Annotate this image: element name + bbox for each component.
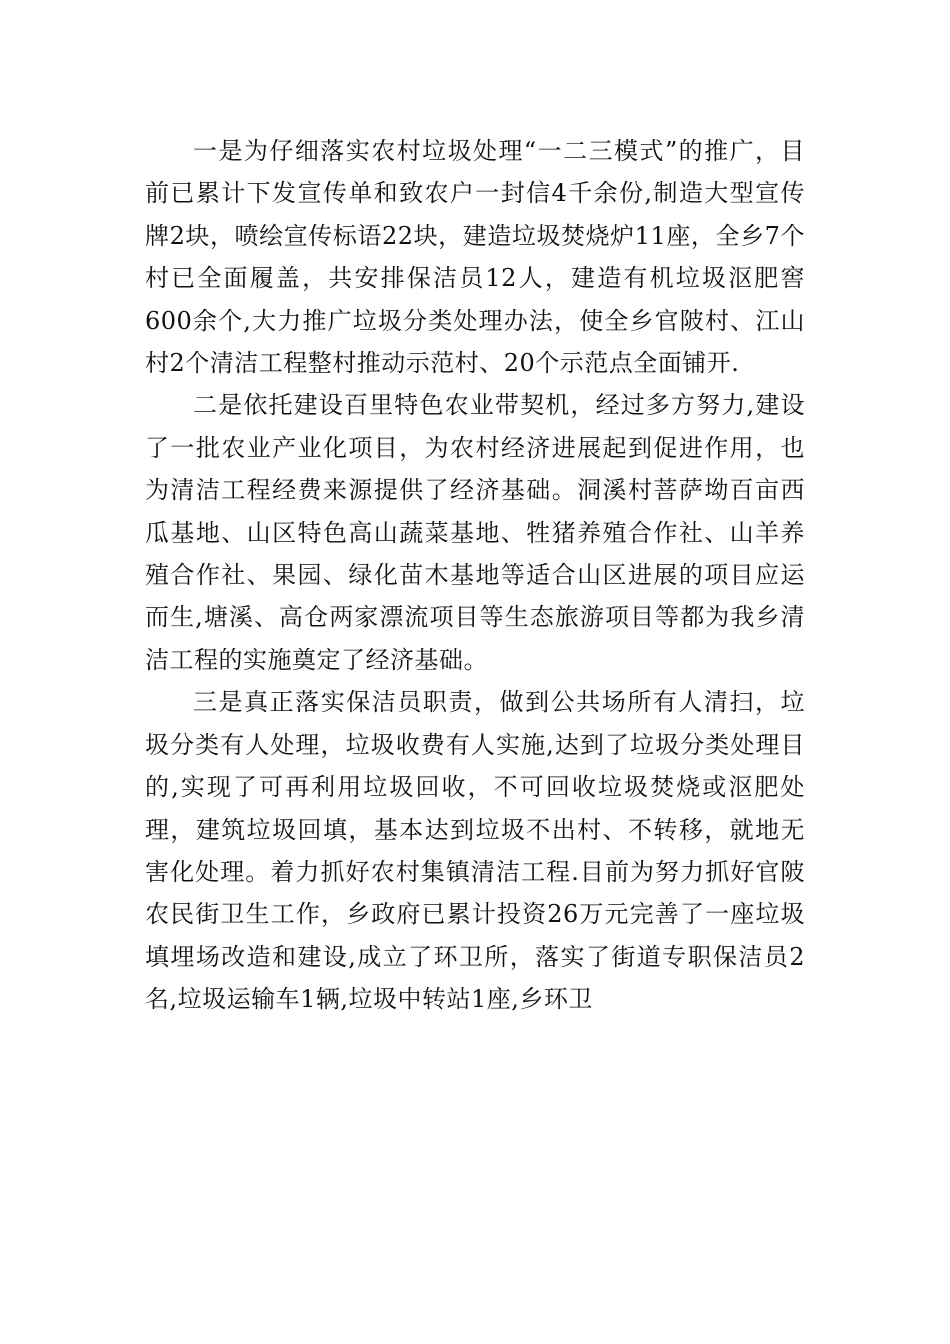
document-body xyxy=(145,130,805,1021)
paragraph-3: 三是真正落实保洁员职责，做到公共场所有人清扫，垃圾分类有人处理，垃圾收费有人实施,达到了垃圾分类处理目的,实现了可再利用垃圾回收，不可回收垃圾焚烧或沤肥处理，建筑垃圾回填，基本达到垃圾不出村、不转移，就地无害化处理。着力抓好农村集镇清洁工程.目前为努力抓好官陂农民街卫生工作，乡政府已累计投资26万元完善了一座垃圾填埋场改造和建设,成立了环卫所，落实了街道专职保洁员2名,垃圾运输车1辆,垃圾中转站1座,乡环卫 xyxy=(145,688,805,1014)
paragraph-2: 二是依托建设百里特色农业带契机，经过多方努力,建设了一批农业产业化项目，为农村经济进展起到促进作用，也为清洁工程经费来源提供了经济基础。洞溪村菩萨坳百亩西瓜基地、山区特色高山蔬菜基地、牲猪养殖合作社、山羊养殖合作社、果园、绿化苗木基地等适合山区进展的项目应运而生,塘溪、高仓两家漂流项目等生态旅游项目等都为我乡清洁工程的实施奠定了经济基础。 xyxy=(145,391,805,674)
paragraph-1: 一是为仔细落实农村垃圾处理“一二三模式”的推广，目前已累计下发宣传单和致农户一封信4千余份,制造大型宣传牌2块，喷绘宣传标语22块，建造垃圾焚烧炉11座，全乡7个村已全面履盖，共安排保洁员12人，建造有机垃圾沤肥窖600余个,大力推广垃圾分类处理办法，使全乡官陂村、江山村2个清洁工程整村推动示范村、20个示范点全面铺开. xyxy=(145,137,805,378)
